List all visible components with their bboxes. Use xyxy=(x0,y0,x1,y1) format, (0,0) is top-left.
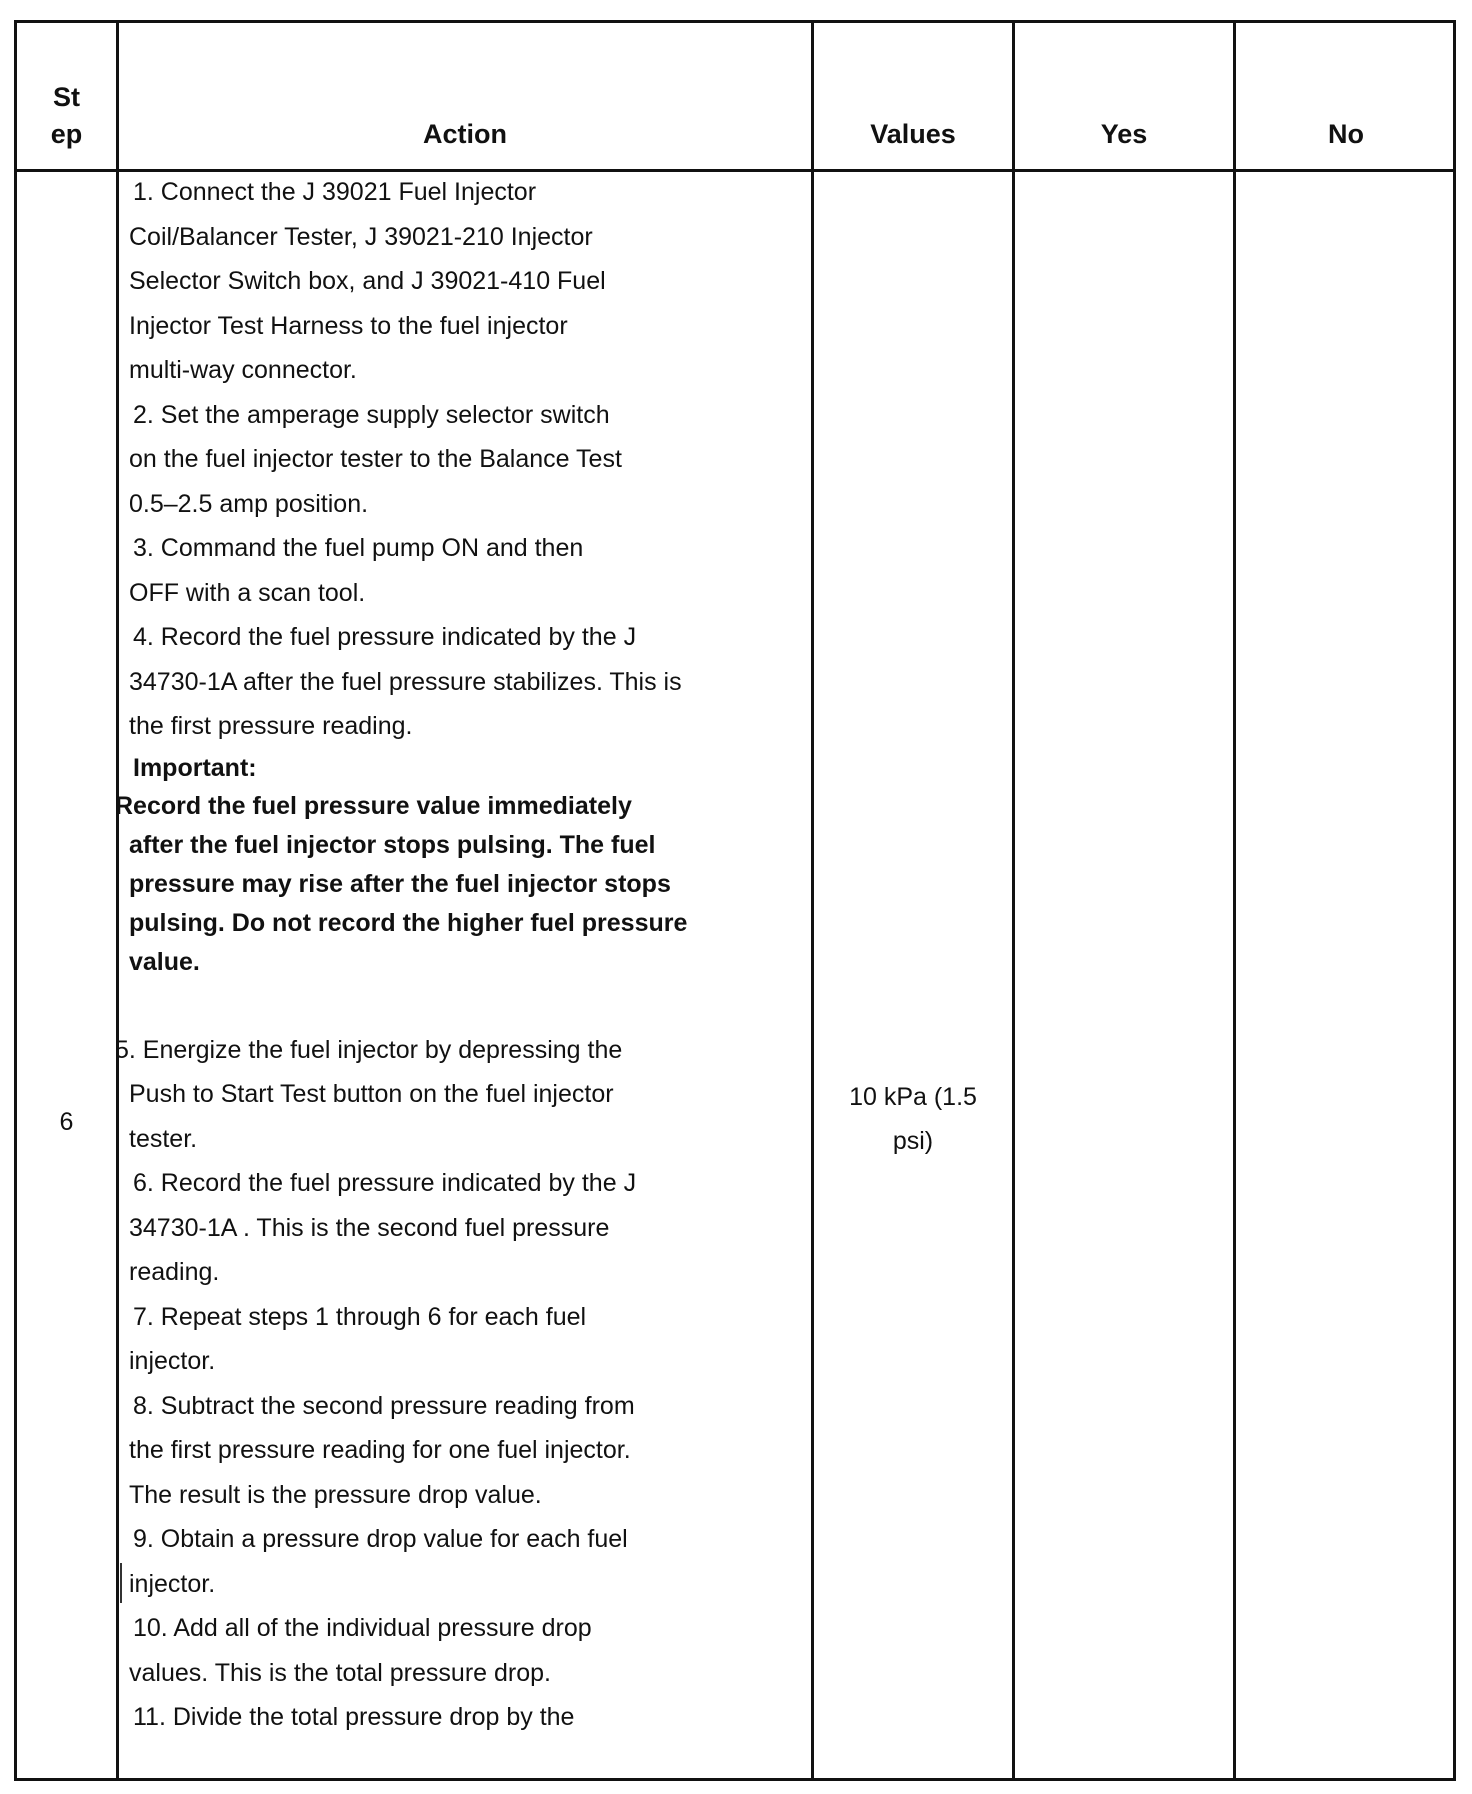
action-line: 2. Set the amperage supply selector switch xyxy=(133,400,610,429)
action-line: OFF with a scan tool. xyxy=(129,578,366,607)
action-line: multi-way connector. xyxy=(129,356,357,384)
value-line-2: psi) xyxy=(892,1127,934,1155)
value-line-1: 10 kPa (1.5 xyxy=(849,1083,977,1111)
action-line: 6. Record the fuel pressure indicated by the J xyxy=(133,1169,637,1197)
important-line: pressure may rise after the fuel injector stops xyxy=(129,869,671,898)
step-number: 6 xyxy=(59,1108,74,1136)
values-cell xyxy=(814,1075,1012,1163)
header-values: Values xyxy=(870,119,956,149)
action-line: Selector Switch box, and J 39021-410 Fuel xyxy=(129,267,606,295)
action-line: the first pressure reading. xyxy=(129,712,413,740)
action-line: the first pressure reading for one fuel injector. xyxy=(129,1436,631,1464)
important-line: value. xyxy=(129,947,200,976)
action-cell xyxy=(117,170,797,1740)
header-action: Action xyxy=(423,119,507,149)
action-line: 11. Divide the total pressure drop by the xyxy=(133,1703,575,1731)
action-line: 34730-1A after the fuel pressure stabilizes. This is xyxy=(129,667,682,696)
important-note xyxy=(117,787,797,982)
action-line: tester. xyxy=(129,1124,198,1153)
header-yes: Yes xyxy=(1100,119,1148,149)
action-line: 9. Obtain a pressure drop value for each fuel xyxy=(133,1525,628,1553)
action-line: 34730-1A . This is the second fuel pressure xyxy=(129,1213,610,1242)
important-line: after the fuel injector stops pulsing. The fuel xyxy=(129,830,656,859)
header-no: No xyxy=(1328,119,1364,149)
header-step xyxy=(17,79,116,153)
action-line: 8. Subtract the second pressure reading from xyxy=(133,1391,635,1420)
action-line: 4. Record the fuel pressure indicated by the J xyxy=(133,623,637,651)
important-heading: Important: xyxy=(133,753,257,782)
action-line: 10. Add all of the individual pressure drop xyxy=(133,1614,592,1642)
action-line: 1. Connect the J 39021 Fuel Injector xyxy=(133,178,537,206)
action-line: injector. xyxy=(129,1347,216,1375)
col-divider-action-values xyxy=(811,23,814,1778)
action-line: on the fuel injector tester to the Balance Test xyxy=(129,445,622,473)
action-line: Push to Start Test button on the fuel injector xyxy=(129,1080,614,1108)
action-line: 0.5–2.5 amp position. xyxy=(129,489,369,518)
header-step-line2: ep xyxy=(50,119,83,149)
action-line: Coil/Balancer Tester, J 39021-210 Injector xyxy=(129,222,593,251)
important-line: pulsing. Do not record the higher fuel pressure xyxy=(129,908,688,937)
action-line: 3. Command the fuel pump ON and then xyxy=(133,534,584,562)
header-step-line1: St xyxy=(53,82,80,112)
no-cell xyxy=(1236,172,1456,1778)
action-line: reading. xyxy=(129,1258,220,1286)
yes-cell xyxy=(1015,172,1233,1778)
action-line: values. This is the total pressure drop. xyxy=(129,1658,551,1687)
action-line: injector. xyxy=(129,1569,216,1598)
action-line: The result is the pressure drop value. xyxy=(129,1480,542,1509)
important-line: Record the fuel pressure value immediately xyxy=(115,791,632,820)
action-line: 5. Energize the fuel injector by depressing the xyxy=(115,1035,623,1064)
action-line: Injector Test Harness to the fuel injector xyxy=(129,311,568,340)
action-line: 7. Repeat steps 1 through 6 for each fuel xyxy=(133,1302,587,1331)
